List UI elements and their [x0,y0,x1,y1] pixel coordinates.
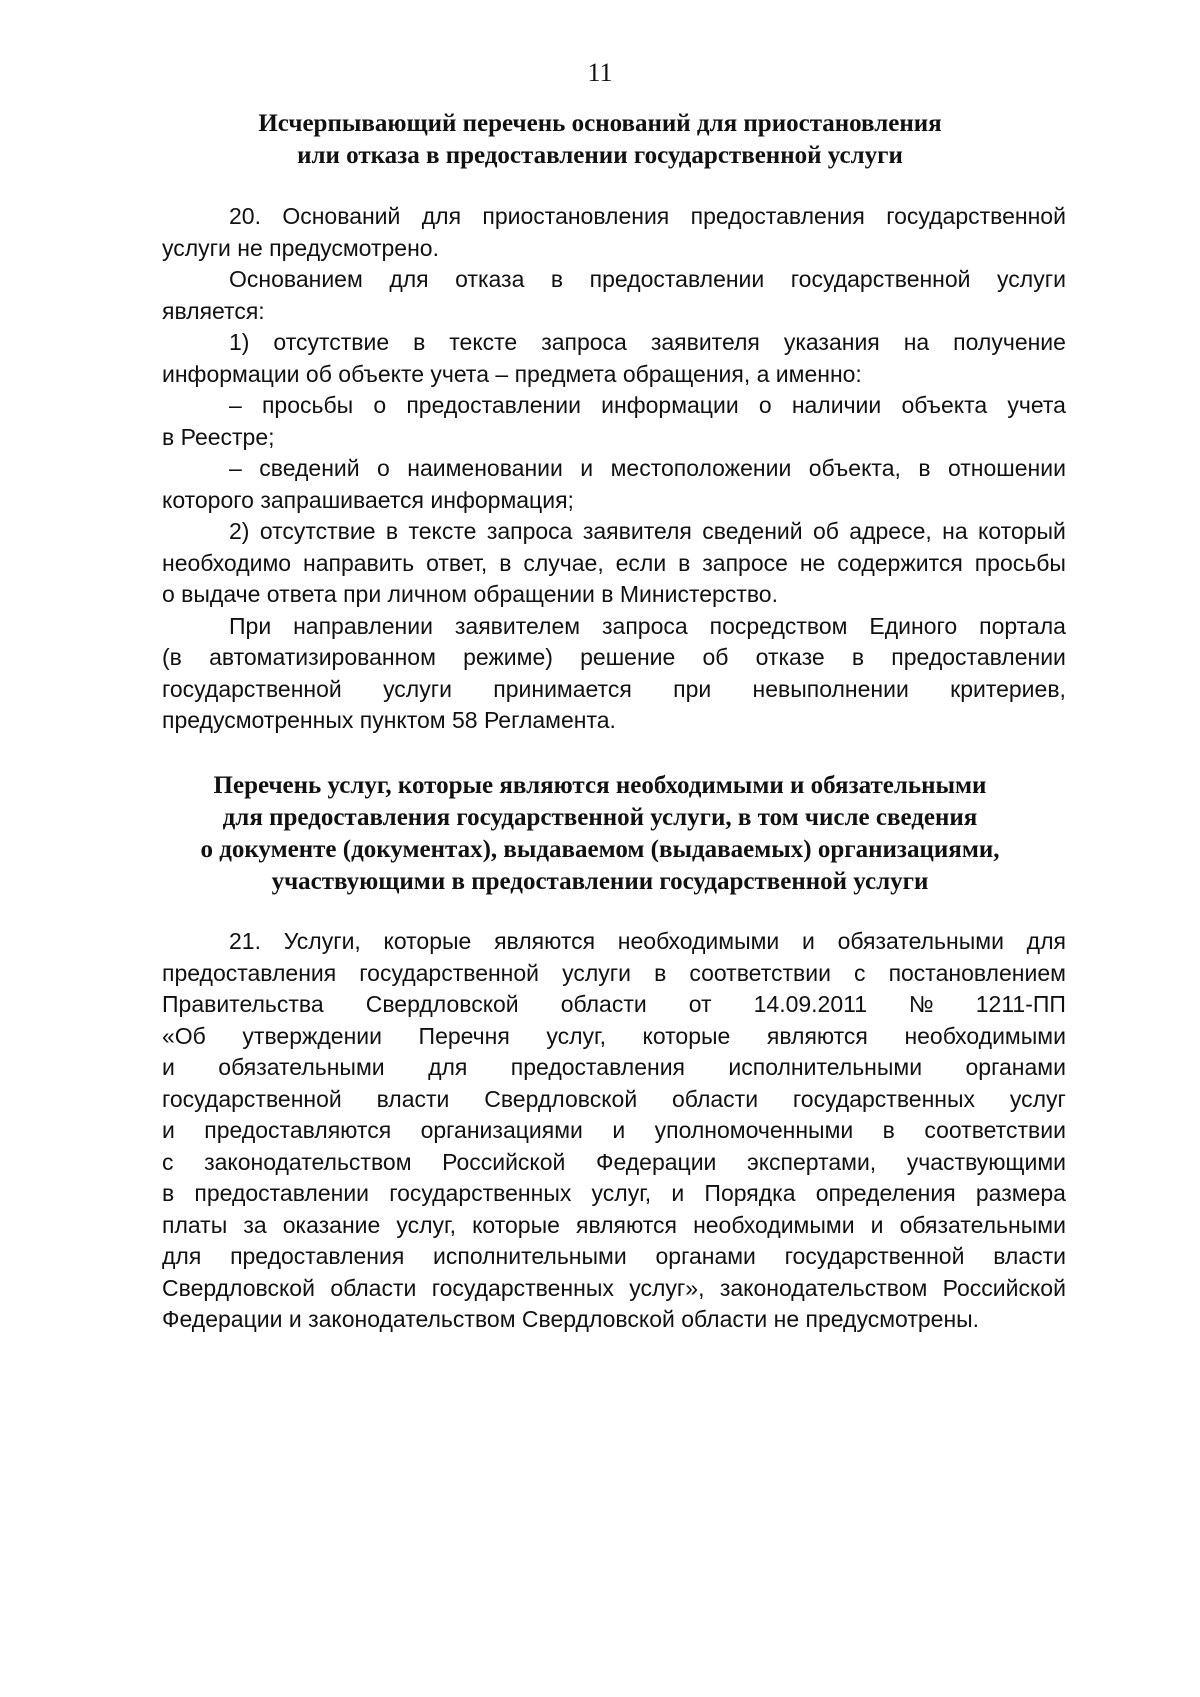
word: на [942,518,968,544]
word: услуги [997,266,1066,292]
text-line [162,642,1066,674]
text-line: информации об объекте учета – предмета обращения, а именно: [162,360,862,387]
word: от [688,991,712,1017]
word: Порядка [704,1180,796,1206]
word: сведений [702,518,803,544]
word: государственных [389,1180,572,1206]
word: отказе [755,644,825,670]
word: государственной [790,266,971,292]
paragraph-block-item-20 [162,201,1066,737]
word: предоставлении [406,392,581,418]
word: предоставлении [891,644,1066,670]
word: и [612,1117,626,1143]
word: определения [815,1180,956,1206]
word: в [499,549,512,576]
word: который [978,518,1066,544]
word: в [851,644,865,670]
word: власти [376,1085,450,1112]
word: на [903,329,930,355]
word: отсутствие [259,518,376,544]
text-line [162,516,1066,548]
word: невыполнении [752,675,909,702]
word: которые [472,1211,560,1238]
word: для [1026,928,1066,954]
word: услуг, [591,1180,652,1206]
word: просьбы [261,392,354,418]
word: в [918,455,931,481]
word: сведений [259,455,360,481]
word: услуги [383,675,452,702]
word: отказа [455,266,525,292]
word: запросе [702,549,788,576]
word: обязательными [218,1054,385,1080]
word: предоставления [690,203,865,229]
word: отсутствие [273,329,390,355]
word: являются [575,1211,677,1238]
word: услуг, [546,1022,606,1049]
word: предоставления [162,959,337,986]
word: экспертами, [746,1148,877,1175]
word: Единого [869,612,958,639]
heading-line: для предоставления государственной услуги, в том числе сведения [222,804,978,831]
text-line [162,674,1066,706]
word: постановлением [888,959,1066,986]
word: об [812,518,839,544]
word: для [162,1243,202,1269]
word: 1) [229,329,250,355]
word: государственной [162,675,342,702]
word: законодательством [719,1274,928,1301]
text-line [162,1021,1066,1053]
word: содержится [837,549,963,576]
word: Свердловской [162,1274,315,1301]
word: местоположении [610,455,792,481]
word: предоставляются [204,1117,392,1143]
word: органами [965,1054,1066,1080]
text-line [162,611,1066,643]
word: являются [494,928,596,954]
word: которые [642,1022,731,1049]
text-line [162,1052,1066,1084]
text-line [162,264,1066,296]
word: утверждении [242,1022,382,1049]
word: исполнительными [728,1054,923,1080]
text-line: которого запрашивается информация; [162,486,574,513]
word: принимается [493,675,632,702]
word: в [678,549,691,576]
word: (в [162,644,182,670]
text-line: в Реестре; [162,423,275,450]
word: запроса [541,329,627,355]
word: являются [766,1022,868,1049]
word: о [377,455,390,481]
text-line [162,958,1066,990]
word: – [229,392,242,418]
text-line: является: [162,297,265,324]
word: заявителя [582,518,692,544]
word: необходимыми [617,928,780,954]
word: Свердловской [484,1085,638,1112]
word: автоматизированном [209,644,436,670]
word: за [243,1211,267,1238]
word: организациями [420,1117,583,1143]
word: если [615,549,667,576]
word: предоставлении [589,266,765,292]
section-heading-grounds-for-refusal [160,108,1040,172]
text-line [162,1147,1066,1179]
text-line [162,926,1066,958]
word: в [162,1180,175,1206]
word: объекта, [808,455,901,481]
text-line [162,1273,1066,1305]
word: Свердловской [365,991,519,1017]
word: запроса [602,612,688,639]
word: государственных [431,1274,614,1301]
word: заявителем [454,612,581,639]
word: в [550,266,564,292]
word: Оснований [282,203,401,229]
word: предоставления [230,1243,405,1269]
page-number: 11 [587,58,613,87]
word: государственной [162,1085,342,1112]
word: услуг [1009,1085,1066,1112]
word: соответствии [924,1117,1066,1143]
word: направить [303,549,415,576]
word: просьбы [974,549,1066,576]
heading-line: Перечень услуг, которые являются необходимыми и обязательными [213,772,987,799]
word: о [758,392,772,418]
word: необходимо [162,549,292,576]
word: предоставлении [194,1180,370,1206]
word: с [854,959,866,986]
word: портала [979,612,1066,639]
word: услуги [562,959,631,986]
text-line [162,390,1066,422]
text-line: Федерации и законодательством Свердловской области не предусмотрены. [162,1306,980,1332]
word: государственной [886,203,1066,229]
heading-line: Исчерпывающий перечень оснований для приостановления [258,110,942,137]
word: При [229,612,272,639]
word: приостановления [482,203,670,229]
word: о [373,392,387,418]
word: направлении [293,612,433,639]
word: которые [383,928,472,954]
word: органами [655,1243,756,1269]
word: Российской [442,1148,566,1175]
word: в [654,959,667,986]
word: для [389,266,429,292]
word: размера [975,1180,1066,1206]
word: наличии [791,392,882,418]
word: для [421,203,462,229]
word: Правительства [162,991,324,1017]
word: и [162,1054,175,1080]
word: власти [993,1243,1066,1269]
word: запроса [486,518,573,544]
word: Основанием [229,266,363,292]
heading-line: о документе (документах), выдаваемом (выдаваемых) организациями, [200,836,1000,863]
word: 20. [229,203,261,229]
word: объекта [901,392,988,418]
text-line: предусмотренных пунктом 58 Регламента. [162,707,616,733]
word: услуг, [396,1211,457,1238]
word: области [560,991,647,1017]
word: области [672,1085,759,1112]
text-line [162,1241,1066,1273]
word: режиме) [463,644,553,670]
word: предоставления [510,1054,685,1080]
heading-line: или отказа в предоставлении государственной услуги [297,142,903,169]
text-line [162,453,1066,485]
word: для [428,1054,468,1080]
word: «Об [162,1022,206,1049]
word: государственных [792,1085,976,1112]
word: при [673,675,712,702]
word: учета [1007,392,1066,418]
word: – [229,455,242,481]
text-line [162,1084,1066,1116]
word: Российской [942,1274,1066,1301]
word: участвующими [906,1148,1066,1175]
word: с [162,1148,174,1175]
text-line [162,201,1066,233]
text-line [162,1178,1066,1210]
word: критериев, [950,675,1066,702]
word: информации [601,392,739,418]
word: области [330,1274,417,1301]
word: Перечня [418,1022,510,1049]
text-line: услуги не предусмотрено. [162,234,439,261]
word: соответствии [689,959,831,986]
word: необходимыми [904,1022,1066,1049]
word: и [802,928,815,954]
word: заявителя [650,329,760,355]
word: об [702,644,729,670]
heading-line: участвующими в предоставлении государственной услуги [271,868,929,895]
text-line [162,1115,1066,1147]
word: посредством [709,612,848,639]
word: необходимыми [693,1211,855,1238]
word: не [799,549,826,576]
word: № [909,991,934,1017]
word: тексте [449,329,518,355]
word: Услуги, [283,928,361,954]
word: отношении [947,455,1066,481]
word: в [413,329,426,355]
word: Федерации [595,1148,717,1175]
word: услуг», [629,1274,705,1301]
word: государственной [359,959,540,986]
section-heading-required-services [160,770,1040,898]
word: обязательными [837,928,1004,954]
word: оказание [282,1211,381,1238]
word: 2) [229,518,250,544]
word: решение [580,644,676,670]
text-line [162,989,1066,1021]
word: обязательными [899,1211,1066,1238]
word: в [882,1117,895,1143]
word: государственной [784,1243,965,1269]
word: и [162,1117,175,1143]
paragraph-block-item-21 [162,926,1066,1336]
word: тексте [408,518,477,544]
word: исполнительными [433,1243,627,1269]
word: и [870,1211,884,1238]
word: уполномоченными [654,1117,854,1143]
word: 14.09.2011 [753,991,868,1017]
text-line: о выдаче ответа при личном обращении в Министерство. [162,581,778,607]
word: ответ, [426,549,488,576]
word: указания [783,329,880,355]
word: наименовании [407,455,563,481]
word: и [580,455,594,481]
word: получение [953,329,1066,355]
word: в [385,518,399,544]
word: 21. [229,928,261,954]
word: платы [162,1211,228,1238]
word: 1211-ПП [975,991,1066,1017]
word: и [671,1180,685,1206]
word: законодательством [204,1148,412,1175]
text-line [162,1210,1066,1242]
text-line [162,548,1066,580]
word: случае, [523,549,604,576]
text-line [162,327,1066,359]
word: адресе, [849,518,932,544]
